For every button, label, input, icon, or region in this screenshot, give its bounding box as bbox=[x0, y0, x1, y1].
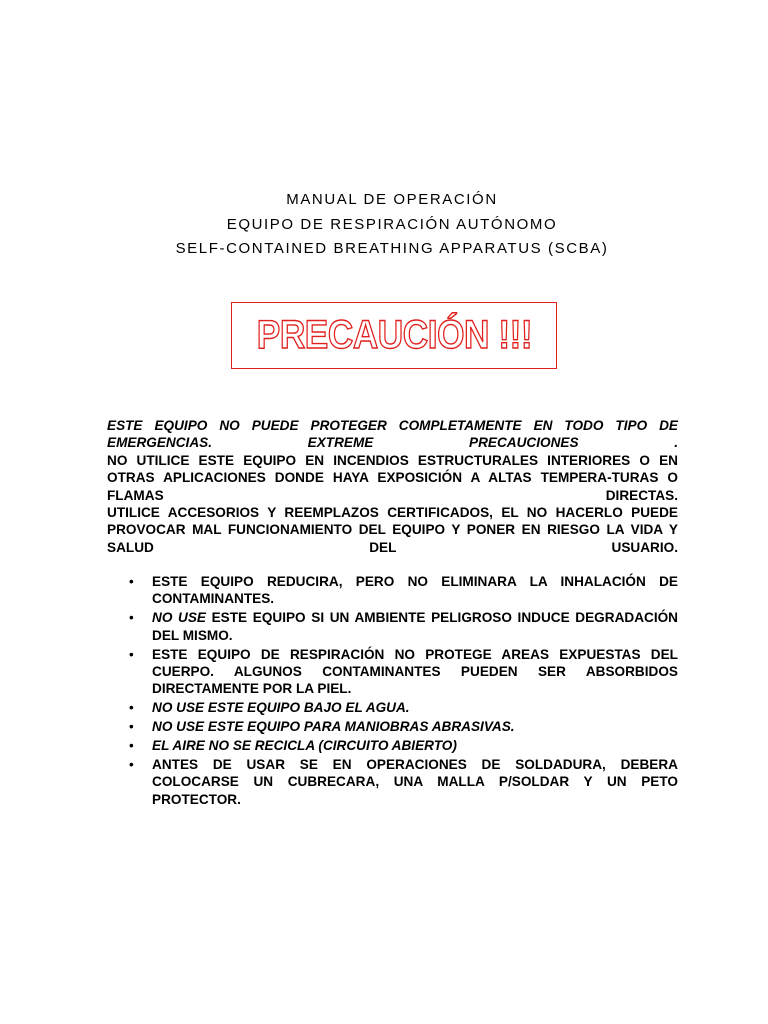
bullet-text-exposed-areas: ESTE EQUIPO DE RESPIRACIÓN NO PROTEGE AREAS EXPUESTAS DEL CUERPO. ALGUNOS CONTAMINANTES PUEDEN SER ABSORBIDOS DIRECTAMENTE POR LA PIEL. bbox=[152, 646, 678, 697]
list-item bbox=[129, 737, 678, 754]
title-line-equipment: EQUIPO DE RESPIRACIÓN AUTÓNOMO bbox=[226, 215, 558, 233]
bullet-text-welding: ANTES DE USAR SE EN OPERACIONES DE SOLDADURA, DEBERA COLOCARSE UN CUBRECARA, UNA MALLA P/SOLDAR Y UN PETO PROTECTOR. bbox=[152, 757, 678, 807]
bullet-text-degradation-rest: ESTE EQUIPO SI UN AMBIENTE PELIGROSO INDUCE DEGRADACIÓN DEL MISMO. bbox=[152, 610, 678, 643]
list-item bbox=[129, 609, 678, 644]
list-item bbox=[129, 718, 678, 735]
caution-banner bbox=[231, 302, 557, 369]
bullet-icon: • bbox=[129, 610, 134, 626]
bullet-text-inhalation: ESTE EQUIPO REDUCIRA, PERO NO ELIMINARA LA INHALACIÓN DE CONTAMINANTES. bbox=[152, 574, 678, 607]
bullet-icon: • bbox=[129, 700, 134, 716]
warning-intro bbox=[107, 417, 678, 556]
bullet-icon: • bbox=[129, 738, 134, 754]
list-item bbox=[129, 573, 678, 608]
title-line-manual: MANUAL DE OPERACIÓN bbox=[286, 191, 498, 208]
list-item bbox=[129, 699, 678, 716]
warning-bullet-list bbox=[129, 573, 678, 810]
warning-general-italic: ESTE EQUIPO NO PUEDE PROTEGER COMPLETAMENTE EN TODO TIPO DE EMERGENCIAS. EXTREME PRECAUCIONES . bbox=[107, 418, 678, 451]
bullet-text-open-circuit: EL AIRE NO SE RECICLA (CIRCUITO ABIERTO) bbox=[152, 738, 457, 754]
bullet-icon: • bbox=[129, 757, 134, 773]
caution-heading: PRECAUCIÓN !!! bbox=[256, 313, 532, 357]
bullet-text-water: NO USE ESTE EQUIPO BAJO EL AGUA. bbox=[152, 700, 410, 716]
bullet-text-degradation bbox=[152, 609, 678, 644]
document-title bbox=[0, 188, 768, 262]
warning-certified-accessories: UTILICE ACCESORIOS Y REEMPLAZOS CERTIFICADOS, EL NO HACERLO PUEDE PROVOCAR MAL FUNCIONAMIENTO DEL EQUIPO Y PONER EN RIESGO LA VIDA Y SALUD DEL USUARIO. bbox=[107, 505, 678, 555]
bullet-icon: • bbox=[129, 646, 134, 662]
bullet-emphasis: NO USE bbox=[152, 610, 206, 626]
list-item bbox=[129, 646, 678, 698]
bullet-icon: • bbox=[129, 574, 134, 589]
title-line-scba: SELF-CONTAINED BREATHING APPARATUS (SCBA) bbox=[175, 240, 609, 257]
warning-structural-fires: NO UTILICE ESTE EQUIPO EN INCENDIOS ESTRUCTURALES INTERIORES O EN OTRAS APLICACIONES DONDE HAYA EXPOSICIÓN A ALTAS TEMPERA-TURAS O FLAMAS DIRECTAS. bbox=[107, 452, 678, 503]
bullet-icon: • bbox=[129, 719, 134, 735]
list-item bbox=[129, 756, 678, 808]
bullet-text-abrasive: NO USE ESTE EQUIPO PARA MANIOBRAS ABRASIVAS. bbox=[152, 719, 515, 735]
